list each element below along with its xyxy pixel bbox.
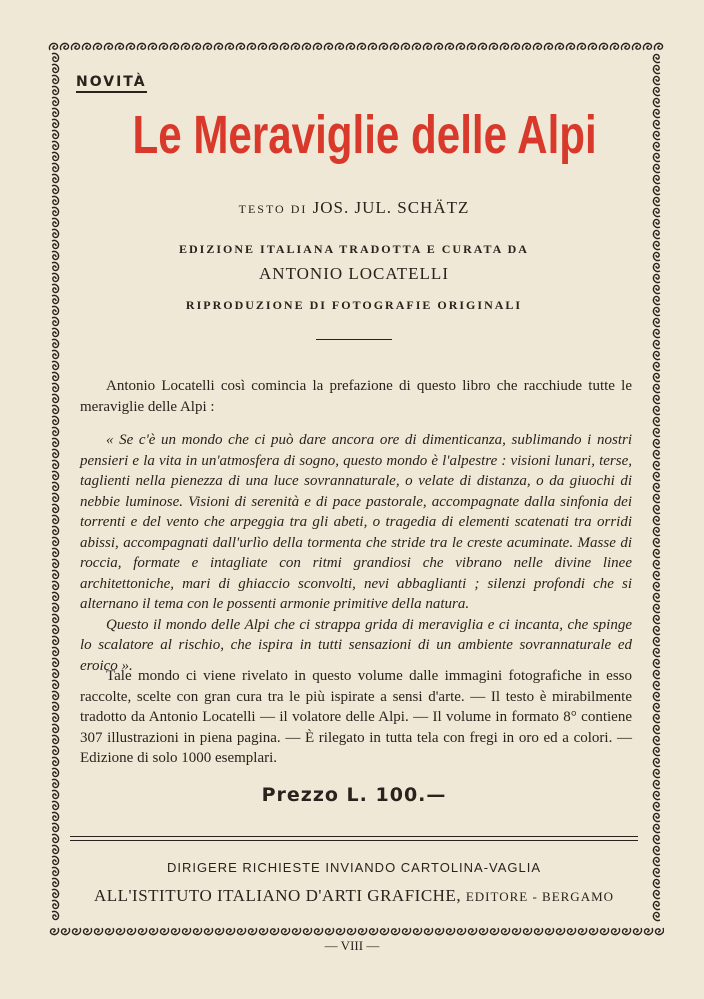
translator-name: ANTONIO LOCATELLI <box>259 264 449 283</box>
rule-bottom <box>70 840 638 841</box>
reproduction-line: RIPRODUZIONE DI FOTOGRAFIE ORIGINALI <box>185 298 523 312</box>
border-left <box>48 40 62 938</box>
border-right <box>650 40 664 938</box>
author-name: JOS. JUL. SCHÄTZ <box>312 198 470 217</box>
quote-paragraph: Questo il mondo delle Alpi che ci strappa grida di meraviglia e ci incanta, che spinge lo scalatore al rischio, che ispira in tutti sensazioni di un ambiente sovrannaturale ed eroico ». <box>80 616 632 674</box>
text-prefix: TESTO DI <box>238 202 308 216</box>
publisher-name: ALL'ISTITUTO ITALIANO D'ARTI GRAFICHE, <box>93 886 462 905</box>
author-line <box>70 198 638 218</box>
preface-quote <box>80 430 632 676</box>
novita-label: NOVITÀ <box>76 74 147 93</box>
page-number: — VIII — <box>324 938 380 953</box>
footer-publisher <box>70 886 638 906</box>
description-paragraph: Tale mondo ci viene rivelato in questo volume dalle immagini fotografiche in esso raccolte, scelte con gran cura tra le più ispirate a sensi d'arte. — Il testo è mirabilmente tradotto da Antonio Locatelli — il volatore delle Alpi. — Il volume in formato 8° contiene 307 illustrazioni in piena pagina. — È rilegato in tutta tela con fregi in oro ed a colori. — Edizione di solo 1000 esemplari. <box>80 668 632 766</box>
border-top <box>48 40 664 54</box>
section-divider <box>316 339 392 340</box>
book-title: Le Meraviglie delle Alpi <box>132 105 597 165</box>
edition-line: EDIZIONE ITALIANA TRADOTTA E CURATA DA <box>179 242 529 256</box>
rule-top <box>70 836 638 837</box>
publisher-location: EDITORE - BERGAMO <box>465 889 615 904</box>
quote-paragraph: « Se c'è un mondo che ci può dare ancora ore di dimenticanza, sublimando i nostri pensieri e la vita in un'atmosfera di sogno, questo mondo è l'alpestre : visioni lunari, terse, taglienti nella pienezza di una luce sovrannaturale, o velate di distanza, o da giuochi di nebbie luminose. Visioni di serenità e di pace pastorale, accompagnate dalla sinfonia dei torrenti e del vento che arpeggia tra gli abeti, o tragedia di elementi scatenati tra orridi abissi, accompagnati dall'urlìo della tormenta che stride tra le creste acuminate. Masse di roccia, formate e intagliate con ritmi grandiosi che vibrano nelle divine linee architettoniche, mari di ghiaccio sconvolti, nevi abbaglianti ; silenzi profondi che si alternano il tema con le possenti armonie primitive della natura. <box>80 432 632 612</box>
price: Prezzo L. 100.— <box>261 784 447 806</box>
page-content <box>70 58 638 928</box>
footer-instructions: DIRIGERE RICHIESTE INVIANDO CARTOLINA-VAGLIA <box>166 860 542 875</box>
intro-paragraph: Antonio Locatelli così comincia la prefazione di questo libro che racchiude tutte le meraviglie delle Alpi : <box>80 378 632 415</box>
